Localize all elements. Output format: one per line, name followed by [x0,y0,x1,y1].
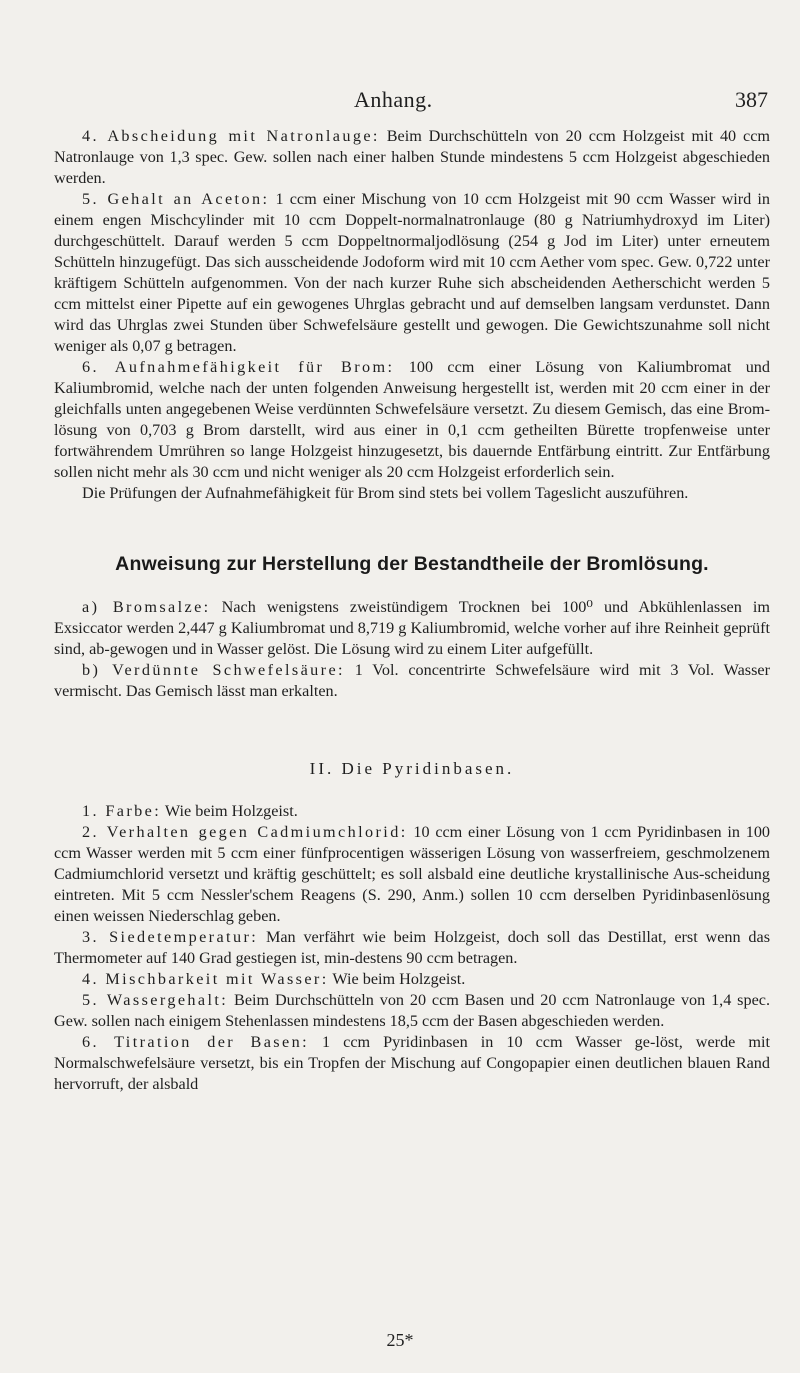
item-text: 1 ccm einer Mischung von 10 ccm Holzgeist mit 90 ccm Wasser wird in einem engen Mischcylinder mit 10 ccm Doppelt-normalnatronlauge (80 g Natriumhydroxyd im Liter) durchgeschüttelt. Darauf werden 5 ccm Doppeltnormaljodlösung (254 g Jod im Liter) unter erneutem Schütteln hinzugefügt. Das sich ausscheidende Jodoform wird mit 10 ccm Aether vom spec. Gew. 0,722 unter kräftigem Schütteln aufgenommen. Von der nach kurzer Ruhe sich abscheidenden Aetherschicht werden 5 ccm mittelst einer Pipette auf ein gewogenes Uhrglas gebracht und auf demselben langsam verdunstet. Dann wird das Uhrglas zwei Stunden über Schwefelsäure gestellt und gewogen. Die Gewichtszunahme soll nicht weniger als 0,07 g betragen. [54,190,770,355]
paragraph [54,189,770,357]
paragraph [54,801,770,822]
item-lead: a) Bromsalze: [82,598,211,616]
item-lead: 6. Aufnahmefähigkeit für Brom: [82,358,395,376]
item-lead: b) Verdünnte Schwefelsäure: [82,661,345,679]
paragraph [54,990,770,1032]
running-title: Anhang. [354,87,433,112]
section-heading-pyridinbasen: II. Die Pyridinbasen. [309,759,515,778]
item-text: 10 ccm einer Lösung von 1 ccm Pyridinbasen in 100 ccm Wasser werden mit 5 ccm einer fünfprocentigen wässerigen Lösung von wasserfreiem, geschmolzenem Cadmiumchlorid versetzt und kräftig geschüttelt; es soll alsbald eine deutliche krystallinische Aus-scheidung eintreten. Mit 5 ccm Nessler'schem Reagens (S. 290, Anm.) sollen 10 ccm derselben Pyridinbasenlösung einen weissen Niederschlag geben. [54,823,771,925]
item-lead: 5. Wassergehalt: [82,991,229,1009]
section-bromloesung [54,597,770,702]
item-text: Nach wenigstens zweistündigem Trocknen bei 100⁰ und Abkühlenlassen im Exsiccator werden 2,447 g Kaliumbromat und 8,719 g Kaliumbromid, welche vorher auf ihre Reinheit geprüft sind, ab-gewogen und in Wasser gelöst. Die Lösung wird zu einem Liter aufgefüllt. [54,598,770,658]
item-text: Wie beim Holzgeist. [161,802,298,820]
item-lead: 6. Titration der Basen: [82,1033,309,1051]
paragraph [54,927,770,969]
running-header [0,87,800,117]
paragraph [54,357,770,483]
paragraph [54,483,770,504]
item-lead: 5. Gehalt an Aceton: [82,190,270,208]
signature-mark: 25* [386,1330,414,1350]
item-lead: 3. Siedetemperatur: [82,928,259,946]
item-lead: 4. Abscheidung mit Natronlauge: [82,127,380,145]
item-text: 1 Vol. concentrirte Schwefelsäure wird mit 3 Vol. Wasser vermischt. Das Gemisch lässt man erkalten. [54,661,770,700]
body-text [54,126,770,1095]
item-text: 1 ccm Pyridinbasen in 10 ccm Wasser ge-löst, werde mit Normalschwefelsäure versetzt, bis ein Tropfen der Mischung auf Congopapier einen deutlichen blauen Rand hervorruft, der alsbald [54,1033,770,1093]
item-text: 100 ccm einer Lösung von Kaliumbromat und Kaliumbromid, welche nach der unten folgenden Anweisung hergestellt ist, werden mit 20 ccm einer in der gleichfalls unten angegebenen Weise verdünnten Schwefelsäure versetzt. Zu diesem Gemisch, das eine Brom-lösung von 0,703 g Brom darstellt, wird aus einer in 0,1 ccm getheilten Bürette tropfenweise unter fortwährendem Umrühren so lange Holzgeist hinzugesetzt, bis dauernde Entfärbung eintritt. Zur Entfärbung sollen nicht mehr als 30 ccm und nicht weniger als 20 ccm Holzgeist erforderlich sein. [54,358,770,481]
item-lead: 2. Verhalten gegen Cadmiumchlorid: [82,823,408,841]
item-lead: 4. Mischbarkeit mit Wasser: [82,970,329,988]
paragraph [54,660,770,702]
section-pyridinbasen [54,801,770,1095]
paragraph [54,969,770,990]
item-text: Beim Durchschütteln von 20 ccm Basen und 20 ccm Natronlauge von 1,4 spec. Gew. sollen nach einigem Stehenlassen mindestens 18,5 ccm der Basen abgeschieden werden. [54,991,770,1030]
item-text: Wie beim Holzgeist. [328,970,466,988]
paragraph [54,822,770,927]
section-heading-bromloesung: Anweisung zur Herstellung der Bestandtheile der Bromlösung. [115,553,709,575]
paragraph [54,126,770,189]
paragraph [54,597,770,660]
paragraph [54,1032,770,1095]
item-text: Die Prüfungen der Aufnahmefähigkeit für Brom sind stets bei vollem Tageslicht auszuführen. [82,484,689,502]
page-number: 387 [735,87,768,112]
item-lead: 1. Farbe: [82,802,162,820]
item-text: Beim Durchschütteln von 20 ccm Holzgeist mit 40 ccm Natronlauge von 1,3 spec. Gew. sollen nach einer halben Stunde mindestens 5 ccm Holzgeist abgeschieden werden. [54,127,771,187]
section-holzgeist-tests [54,126,770,504]
item-text: Man verfährt wie beim Holzgeist, doch soll das Destillat, erst wenn das Thermometer auf 140 Grad gestiegen ist, min-destens 90 ccm betragen. [54,928,771,967]
